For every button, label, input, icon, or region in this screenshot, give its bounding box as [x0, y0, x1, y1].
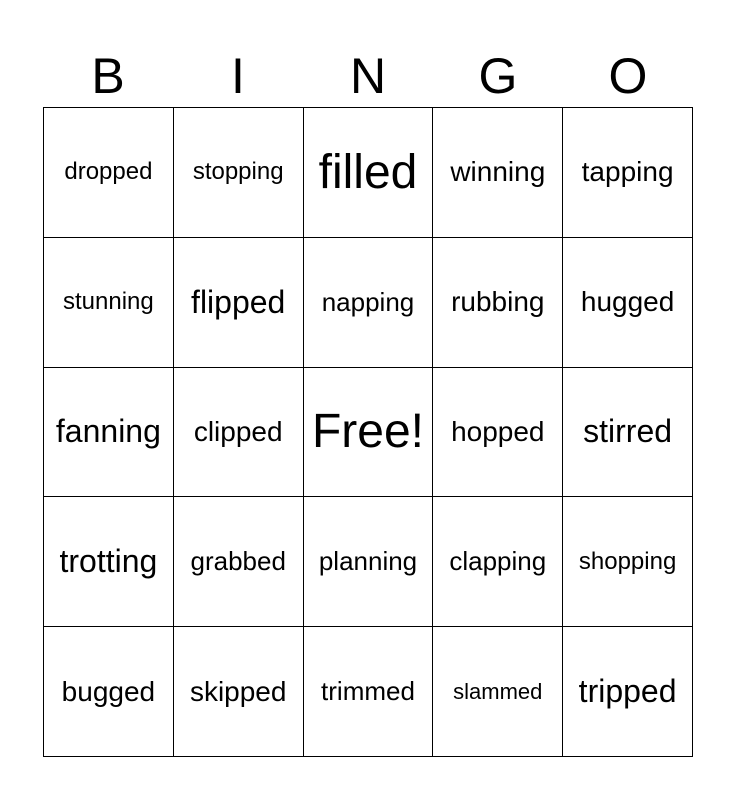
bingo-cell: napping: [304, 238, 434, 368]
header-letter-b: B: [91, 48, 125, 104]
header-letter-g: G: [478, 48, 518, 104]
bingo-cell: skipped: [174, 627, 304, 757]
header-letter-o: O: [608, 48, 648, 104]
bingo-cell: hopped: [433, 368, 563, 498]
header-letter-n: N: [349, 48, 387, 104]
bingo-cell: flipped: [174, 238, 304, 368]
bingo-cell: hugged: [563, 238, 693, 368]
bingo-cell: grabbed: [174, 497, 304, 627]
bingo-cell: stopping: [174, 108, 304, 238]
bingo-cell: trimmed: [304, 627, 434, 757]
bingo-cell: shopping: [563, 497, 693, 627]
bingo-cell: trotting: [44, 497, 174, 627]
bingo-cell: planning: [304, 497, 434, 627]
bingo-cell: stunning: [44, 238, 174, 368]
bingo-cell: clapping: [433, 497, 563, 627]
bingo-cell: filled: [304, 108, 434, 238]
bingo-cell: fanning: [44, 368, 174, 498]
bingo-cell: tapping: [563, 108, 693, 238]
bingo-cell: bugged: [44, 627, 174, 757]
bingo-cell: tripped: [563, 627, 693, 757]
header-letter-i: I: [231, 48, 245, 104]
bingo-cell: slammed: [433, 627, 563, 757]
bingo-header: [43, 44, 693, 108]
bingo-cell: rubbing: [433, 238, 563, 368]
bingo-cell: clipped: [174, 368, 304, 498]
bingo-cell: winning: [433, 108, 563, 238]
bingo-free-space: Free!: [304, 368, 434, 498]
bingo-cell: dropped: [44, 108, 174, 238]
bingo-cell: stirred: [563, 368, 693, 498]
bingo-card-grid: [43, 107, 693, 757]
